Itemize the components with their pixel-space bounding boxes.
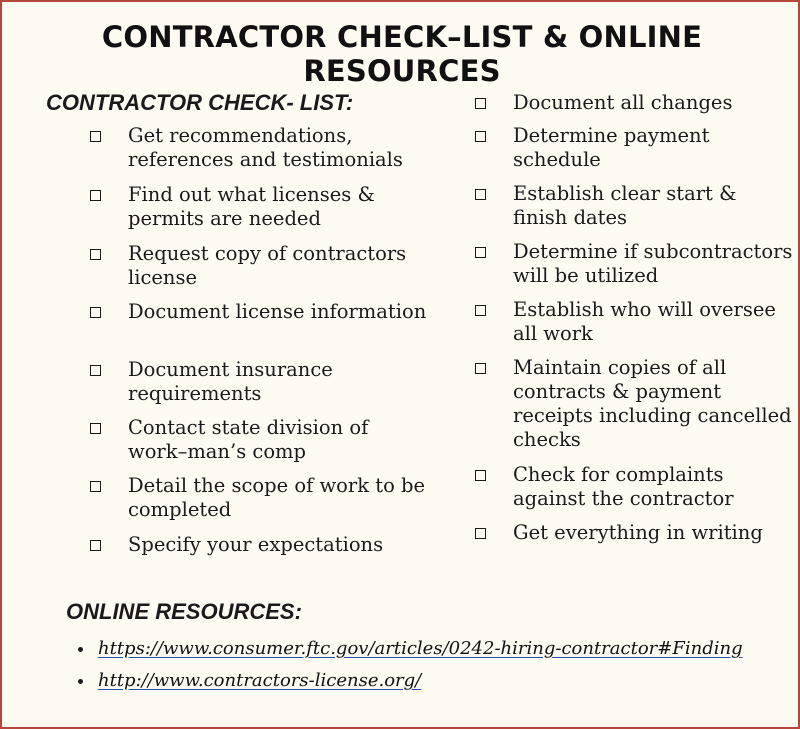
checklist-item-label: Get everything in writing [513, 521, 763, 544]
checkbox-icon[interactable] [90, 481, 101, 492]
resource-link-contractors-license[interactable]: http://www.contractors-license.org/ [98, 670, 422, 691]
checklist-item [513, 463, 793, 511]
checklist-item-label: Contact state division of work–man’s comp [128, 416, 369, 463]
checklist-item [513, 356, 793, 452]
checklist-item [128, 416, 428, 464]
checklist-item [128, 533, 428, 557]
checklist-item-label: Document license information [128, 300, 427, 323]
checklist-item-label: Determine if subcontractors will be utilized [513, 240, 793, 287]
checkbox-icon[interactable] [90, 423, 101, 434]
checklist-item [513, 521, 793, 545]
checkbox-icon[interactable] [475, 131, 486, 142]
checklist-item-label: Document insurance requirements [128, 358, 333, 405]
checklist-item [513, 182, 793, 230]
checklist-item [128, 124, 428, 172]
checkbox-icon[interactable] [475, 528, 486, 539]
bullet-icon [78, 647, 83, 652]
checklist-item-label: Maintain copies of all contracts & payment receipts including cancelled checks [513, 356, 792, 451]
checkbox-icon[interactable] [90, 307, 101, 318]
resource-link-ftc[interactable]: https://www.consumer.ftc.gov/articles/0242-hiring-contractor#Finding [98, 638, 743, 659]
checkbox-icon[interactable] [475, 363, 486, 374]
checklist-item-label: Establish who will oversee all work [513, 298, 776, 345]
page-title: CONTRACTOR CHECK–LIST & ONLINE RESOURCES [101, 20, 703, 88]
checklist-item-label: Detail the scope of work to be completed [128, 474, 426, 521]
checkbox-icon[interactable] [90, 131, 101, 142]
checkbox-icon[interactable] [475, 247, 486, 258]
checklist-item-label: Specify your expectations [128, 533, 384, 556]
checkbox-icon[interactable] [475, 189, 486, 200]
checklist-item [128, 300, 428, 324]
checklist-item-label: Establish clear start & finish dates [513, 182, 737, 229]
checkbox-icon[interactable] [475, 470, 486, 481]
checklist-item [513, 298, 793, 346]
checklist-heading: CONTRACTOR CHECK- LIST: [46, 90, 354, 115]
checklist-item-label: Find out what licenses & permits are needed [128, 183, 375, 230]
checklist-item-label: Get recommendations, references and testimonials [128, 124, 403, 171]
checklist-item-label: Document all changes [513, 91, 733, 114]
checklist-item-label: Determine payment schedule [513, 124, 710, 171]
checkbox-icon[interactable] [90, 365, 101, 376]
checkbox-icon[interactable] [90, 249, 101, 260]
bullet-icon [78, 679, 83, 684]
checkbox-icon[interactable] [475, 305, 486, 316]
checklist-item [513, 124, 793, 172]
checklist-item-label: Check for complaints against the contractor [513, 463, 734, 510]
checklist-item-label: Request copy of contractors license [128, 242, 407, 289]
checklist-item [128, 242, 428, 290]
checklist-item [128, 474, 428, 522]
checkbox-icon[interactable] [475, 98, 486, 109]
checklist-item [513, 91, 793, 115]
checklist-item [128, 183, 428, 231]
checkbox-icon[interactable] [90, 540, 101, 551]
resources-heading: ONLINE RESOURCES: [66, 599, 302, 624]
checklist-item [513, 240, 793, 288]
checklist-item [128, 358, 428, 406]
checkbox-icon[interactable] [90, 190, 101, 201]
